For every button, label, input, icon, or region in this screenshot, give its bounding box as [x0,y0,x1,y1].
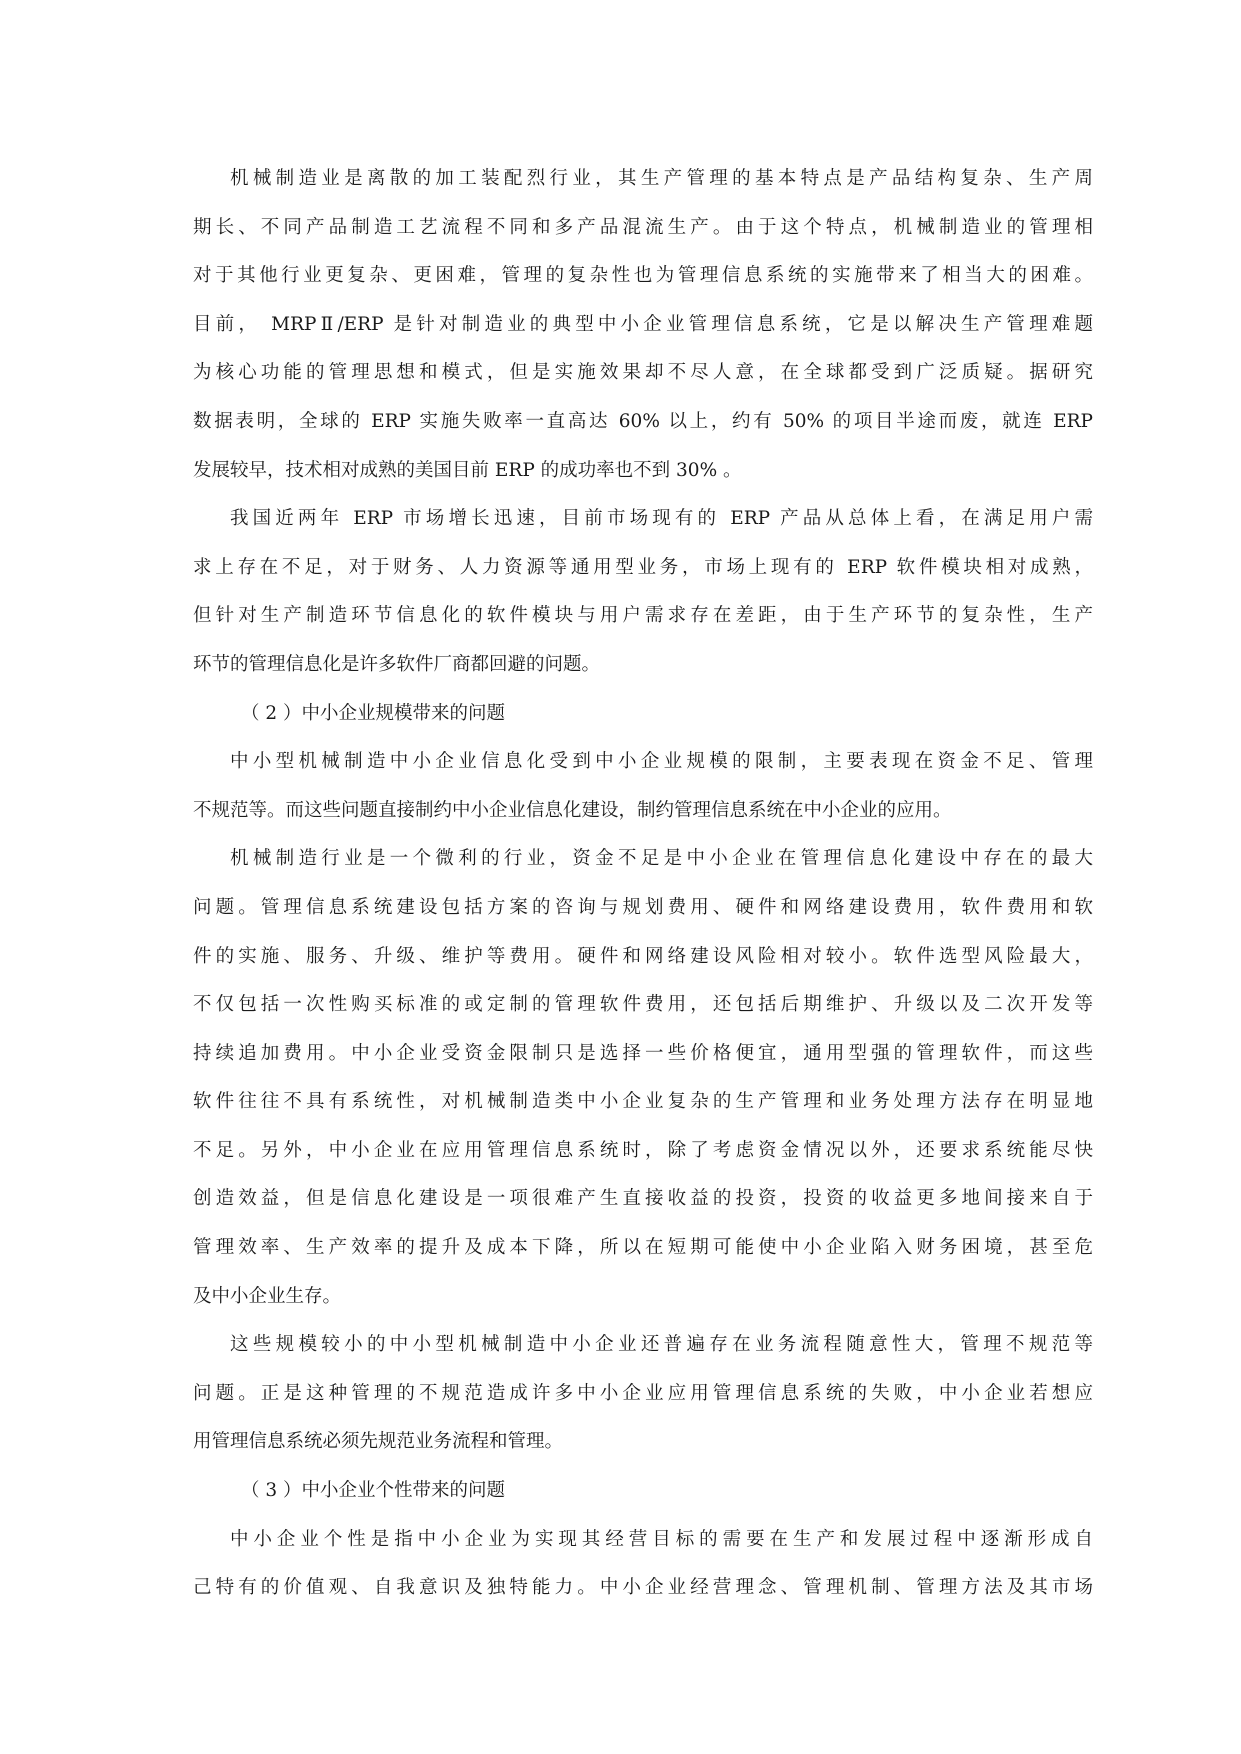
text-line: 不足。另外，中小企业在应用管理信息系统时，除了考虑资金情况以外，还要求系统能尽快 [193,1139,1093,1161]
paragraph [193,1516,1093,1613]
text-line: 管理效率、生产效率的提升及成本下降，所以在短期可能使中小企业陷入财务困境，甚至危 [193,1237,1093,1259]
document-body [193,155,1093,1613]
text-line: 持续追加费用。中小企业受资金限制只是选择一些价格便宜，通用型强的管理软件，而这些 [193,1042,1093,1064]
paragraph [193,835,1093,1321]
text-line: 不仅包括一次性购买标准的或定制的管理软件费用，还包括后期维护、升级以及二次开发等 [193,994,1093,1016]
text-line: 这些规模较小的中小型机械制造中小企业还普遍存在业务流程随意性大，管理不规范等 [230,1334,1093,1356]
text-line: 己特有的价值观、自我意识及独特能力。中小企业经营理念、管理机制、管理方法及其市场 [193,1577,1093,1599]
section-heading [193,690,1093,739]
text-line: 件的实施、服务、升级、维护等费用。硬件和网络建设风险相对较小。软件选型风险最大， [193,945,1093,967]
heading-text: （ 3 ）中小企业个性带来的问题 [241,1480,506,1502]
text-line: 创造效益，但是信息化建设是一项很难产生直接收益的投资，投资的收益更多地间接来自于 [193,1188,1093,1210]
text-line: 中小企业个性是指中小企业为实现其经营目标的需要在生产和发展过程中逐渐形成自 [230,1528,1093,1550]
text-line: 对于其他行业更复杂、更困难，管理的复杂性也为管理信息系统的实施带来了相当大的困难。 [193,265,1093,287]
text-line: 求上存在不足，对于财务、人力资源等通用型业务，市场上现有的 ERP 软件模块相对成熟， [193,556,1093,578]
paragraph [193,1321,1093,1467]
text-line: 软件往往不具有系统性，对机械制造类中小企业复杂的生产管理和业务处理方法存在明显地 [193,1091,1093,1113]
paragraph [193,738,1093,835]
text-line: 目前， MRPⅡ/ERP 是针对制造业的典型中小企业管理信息系统，它是以解决生产管理难题 [193,313,1093,335]
text-line: 问题。正是这种管理的不规范造成许多中小企业应用管理信息系统的失败，中小企业若想应 [193,1382,1093,1404]
text-line: 数据表明，全球的 ERP 实施失败率一直高达 60% 以上，约有 50% 的项目半途而废，就连 ERP [193,410,1093,432]
text-line: 机械制造行业是一个微利的行业，资金不足是中小企业在管理信息化建设中存在的最大 [230,848,1093,870]
paragraph [193,495,1093,689]
paragraph [193,155,1093,495]
text-line: 环节的管理信息化是许多软件厂商都回避的问题。 [193,653,601,675]
text-line: 我国近两年 ERP 市场增长迅速，目前市场现有的 ERP 产品从总体上看，在满足用户需 [230,508,1093,530]
section-heading [193,1467,1093,1516]
text-line: 及中小企业生存。 [193,1285,342,1307]
text-line: 但针对生产制造环节信息化的软件模块与用户需求存在差距，由于生产环节的复杂性，生产 [193,605,1093,627]
text-line: 不规范等。而这些问题直接制约中小企业信息化建设，制约管理信息系统在中小企业的应用。 [193,799,952,821]
heading-text: （ 2 ）中小企业规模带来的问题 [241,702,506,724]
text-line: 为核心功能的管理思想和模式，但是实施效果却不尽人意，在全球都受到广泛质疑。据研究 [193,362,1093,384]
text-line: 发展较早，技术相对成熟的美国目前 ERP 的成功率也不到 30% 。 [193,459,742,481]
text-line: 问题。管理信息系统建设包括方案的咨询与规划费用、硬件和网络建设费用，软件费用和软 [193,896,1093,918]
text-line: 用管理信息系统必须先规范业务流程和管理。 [193,1431,564,1453]
text-line: 中小型机械制造中小企业信息化受到中小企业规模的限制，主要表现在资金不足、管理 [230,751,1093,773]
text-line: 期长、不同产品制造工艺流程不同和多产品混流生产。由于这个特点，机械制造业的管理相 [193,216,1093,238]
text-line: 机械制造业是离散的加工装配烈行业，其生产管理的基本特点是产品结构复杂、生产周 [230,168,1093,189]
